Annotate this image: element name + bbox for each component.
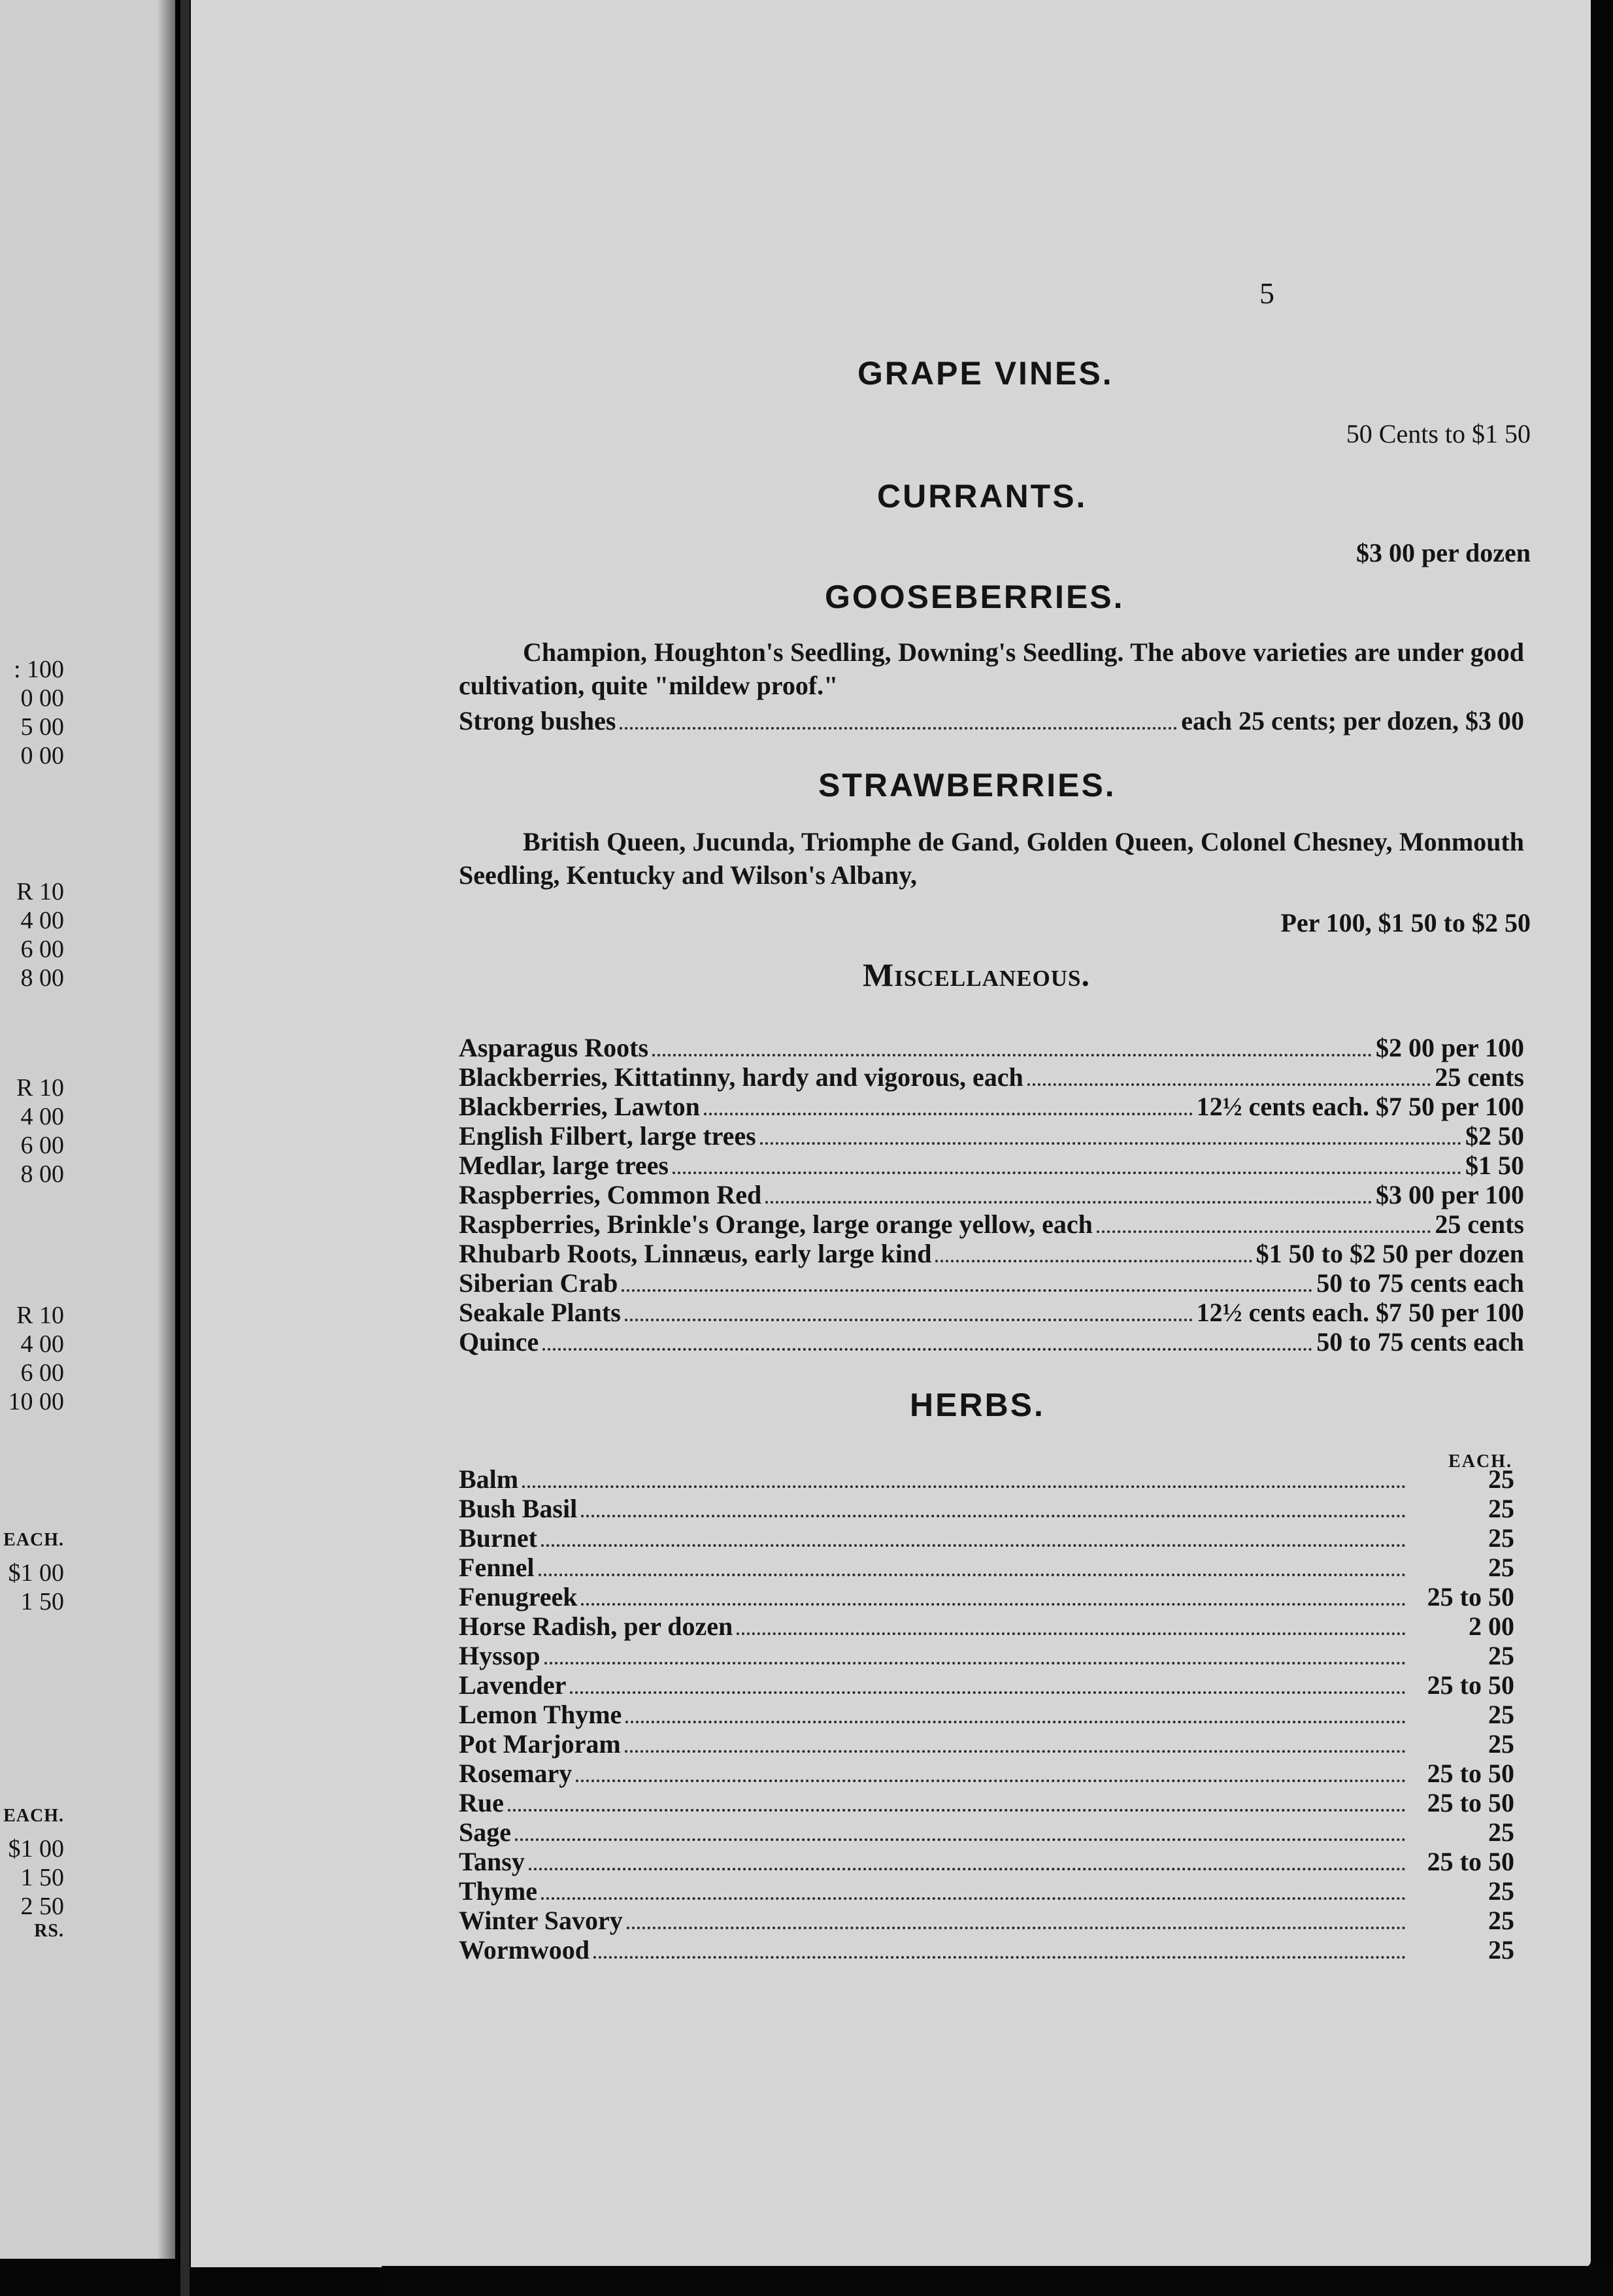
catalog-page — [191, 0, 1591, 2267]
item-label: Lavender — [459, 1670, 567, 1700]
price-row — [459, 1180, 1524, 1209]
item-label: English Filbert, large trees — [459, 1121, 756, 1151]
item-label: Raspberries, Brinkle's Orange, large orange yellow, each — [459, 1209, 1093, 1239]
margin-fragment: 6 00 — [20, 1359, 64, 1387]
item-label: Burnet — [459, 1523, 537, 1553]
dot-leader — [515, 1838, 1406, 1841]
scan-border — [382, 2266, 1613, 2296]
herbs-column-header: EACH. — [1448, 1451, 1512, 1472]
item-price: 25 — [1488, 1523, 1514, 1553]
price-row — [459, 1239, 1524, 1268]
dot-leader — [620, 727, 1177, 730]
item-price: 50 to 75 cents each — [1316, 1327, 1524, 1357]
margin-fragment: 0 00 — [20, 742, 64, 769]
item-price: $3 00 per 100 — [1375, 1180, 1524, 1209]
item-price: 25 to 50 — [1427, 1759, 1514, 1788]
item-label: Medlar, large trees — [459, 1151, 669, 1180]
item-price: $2 00 per 100 — [1375, 1033, 1524, 1062]
item-price: each 25 cents; per dozen, $3 00 — [1181, 706, 1524, 735]
item-label: Blackberries, Lawton — [459, 1092, 700, 1121]
price-row — [459, 1298, 1524, 1327]
item-price: 25 — [1488, 1876, 1514, 1906]
dot-leader — [544, 1662, 1406, 1664]
price-row — [459, 1759, 1514, 1788]
section-title-grape-vines: GRAPE VINES. — [857, 355, 1114, 392]
price-row — [459, 706, 1524, 735]
margin-fragment-group-4 — [0, 1301, 64, 1416]
item-price: $1 50 — [1465, 1151, 1524, 1180]
dot-leader — [625, 1319, 1193, 1321]
item-label: Pot Marjoram — [459, 1729, 621, 1759]
dot-leader — [1097, 1230, 1431, 1233]
price-row — [459, 1268, 1524, 1298]
price-row — [459, 1700, 1514, 1729]
margin-fragment: RS. — [34, 1921, 64, 1941]
dot-leader — [760, 1142, 1461, 1145]
price-row — [459, 1847, 1514, 1876]
price-row — [459, 1327, 1524, 1357]
margin-fragment: R 10 — [16, 1302, 64, 1329]
item-label: Hyssop — [459, 1641, 540, 1670]
item-label: Sage — [459, 1817, 511, 1847]
margin-fragment-group-3 — [0, 1073, 64, 1189]
dot-leader — [541, 1897, 1406, 1900]
item-price: 25 to 50 — [1427, 1582, 1514, 1612]
item-price: 25 — [1488, 1641, 1514, 1670]
margin-fragment: 8 00 — [20, 1160, 64, 1188]
dot-leader — [570, 1691, 1406, 1694]
price-row — [459, 1209, 1524, 1239]
item-price: 25 — [1488, 1464, 1514, 1494]
margin-fragment: R 10 — [16, 1074, 64, 1102]
item-label: Fenugreek — [459, 1582, 578, 1612]
price-row — [459, 1523, 1514, 1553]
binding-shadow — [157, 0, 196, 2262]
item-label: Rhubarb Roots, Linnæus, early large kind — [459, 1239, 932, 1268]
margin-fragment: 6 00 — [20, 1132, 64, 1159]
item-price: 25 — [1488, 1817, 1514, 1847]
margin-fragment: 4 00 — [20, 1103, 64, 1130]
section-title-miscellaneous: Miscellaneous. — [863, 956, 1090, 993]
margin-fragment: 2 50 — [20, 1893, 64, 1920]
item-price: 25 — [1488, 1494, 1514, 1523]
item-label: Lemon Thyme — [459, 1700, 622, 1729]
binding-gutter — [180, 0, 190, 2296]
price-row — [459, 1817, 1514, 1847]
margin-fragment: EACH. — [3, 1530, 64, 1550]
item-label: Tansy — [459, 1847, 525, 1876]
dot-leader — [581, 1603, 1406, 1606]
dot-leader — [652, 1054, 1372, 1056]
margin-fragment-group-2 — [0, 877, 64, 992]
price-row — [459, 1641, 1514, 1670]
dot-leader — [704, 1113, 1193, 1115]
price-row — [459, 1553, 1514, 1582]
dot-leader — [522, 1485, 1406, 1488]
price-row — [459, 1612, 1514, 1641]
margin-fragment-group-6 — [0, 1806, 64, 1950]
dot-leader — [737, 1632, 1406, 1635]
price-row — [459, 1062, 1524, 1092]
item-label: Seakale Plants — [459, 1298, 621, 1327]
gooseberries-description: Champion, Houghton's Seedling, Downing's Seedling. The above varieties are under good cultivation, quite "mildew proof." — [459, 637, 1524, 701]
item-label: Fennel — [459, 1553, 535, 1582]
item-price: 12½ cents each. $7 50 per 100 — [1196, 1092, 1524, 1121]
item-price: 25 to 50 — [1427, 1847, 1514, 1876]
item-price: 12½ cents each. $7 50 per 100 — [1196, 1298, 1524, 1327]
strawberries-description: British Queen, Jucunda, Triomphe de Gand, Golden Queen, Colonel Chesney, Monmouth Seedling, Kentucky and Wilson's Albany, — [459, 827, 1524, 890]
margin-fragment-group-1 — [0, 655, 64, 770]
strawberries-price: Per 100, $1 50 to $2 50 — [1280, 908, 1531, 937]
currants-price: $3 00 per dozen — [1355, 538, 1531, 567]
margin-fragment: 5 00 — [20, 713, 64, 741]
section-title-herbs: HERBS. — [910, 1387, 1045, 1423]
dot-leader — [1027, 1083, 1431, 1086]
price-row — [459, 1729, 1514, 1759]
item-label: Rue — [459, 1788, 504, 1817]
item-price: $2 50 — [1465, 1121, 1524, 1151]
price-row — [459, 1464, 1514, 1494]
margin-fragment: 6 00 — [20, 936, 64, 963]
dot-leader — [581, 1515, 1406, 1517]
item-label: Thyme — [459, 1876, 537, 1906]
dot-leader — [541, 1544, 1406, 1547]
price-row — [459, 1935, 1514, 1965]
price-row — [459, 1788, 1514, 1817]
item-label: Siberian Crab — [459, 1268, 618, 1298]
item-price: 50 to 75 cents each — [1316, 1268, 1524, 1298]
margin-fragment: 10 00 — [8, 1388, 64, 1415]
item-label: Asparagus Roots — [459, 1033, 649, 1062]
item-price: 25 — [1488, 1553, 1514, 1582]
item-label: Wormwood — [459, 1935, 590, 1965]
margin-fragment: 4 00 — [20, 907, 64, 934]
item-price: 25 cents — [1435, 1062, 1524, 1092]
item-label: Balm — [459, 1464, 519, 1494]
margin-fragment: $1 00 — [8, 1835, 64, 1863]
margin-fragment: R 10 — [16, 878, 64, 905]
item-price: 25 cents — [1435, 1209, 1524, 1239]
item-price: 25 to 50 — [1427, 1670, 1514, 1700]
margin-fragment: : 100 — [13, 656, 64, 683]
dot-leader — [622, 1289, 1312, 1292]
item-price: 25 — [1488, 1700, 1514, 1729]
item-price: 25 — [1488, 1906, 1514, 1935]
facing-page-fragment — [0, 0, 175, 2259]
item-label: Bush Basil — [459, 1494, 578, 1523]
gooseberries-item — [459, 706, 1524, 735]
item-label: Rosemary — [459, 1759, 573, 1788]
item-label: Winter Savory — [459, 1906, 623, 1935]
dot-leader — [765, 1201, 1372, 1204]
dot-leader — [625, 1750, 1406, 1753]
herbs-list — [459, 1464, 1514, 1965]
price-row — [459, 1151, 1524, 1180]
dot-leader — [593, 1956, 1406, 1959]
item-price: 2 00 — [1469, 1612, 1514, 1641]
section-title-strawberries: STRAWBERRIES. — [818, 767, 1116, 803]
item-price: 25 to 50 — [1427, 1788, 1514, 1817]
margin-fragment: 4 00 — [20, 1330, 64, 1358]
item-label: Quince — [459, 1327, 539, 1357]
price-row — [459, 1670, 1514, 1700]
item-price: $1 50 to $2 50 per dozen — [1255, 1239, 1524, 1268]
margin-fragment: 0 00 — [20, 684, 64, 712]
page-number: 5 — [1259, 277, 1274, 310]
price-row — [459, 1494, 1514, 1523]
item-label: Blackberries, Kittatinny, hardy and vigorous, each — [459, 1062, 1023, 1092]
dot-leader — [673, 1172, 1461, 1174]
dot-leader — [935, 1260, 1252, 1262]
margin-fragment: $1 00 — [8, 1559, 64, 1587]
margin-fragment: 1 50 — [20, 1864, 64, 1891]
dot-leader — [627, 1927, 1406, 1929]
dot-leader — [508, 1809, 1406, 1812]
miscellaneous-list — [459, 1033, 1524, 1357]
item-label: Raspberries, Common Red — [459, 1180, 762, 1209]
item-price: 25 — [1488, 1935, 1514, 1965]
dot-leader — [625, 1721, 1406, 1723]
section-title-currants: CURRANTS. — [877, 478, 1088, 515]
price-row — [459, 1092, 1524, 1121]
dot-leader — [529, 1868, 1406, 1870]
dot-leader — [539, 1574, 1406, 1576]
margin-fragment: 8 00 — [20, 964, 64, 992]
margin-fragment: EACH. — [3, 1806, 64, 1826]
margin-fragment: 1 50 — [20, 1588, 64, 1615]
price-row — [459, 1033, 1524, 1062]
grape-vines-price: 50 Cents to $1 50 — [1346, 419, 1531, 448]
item-price: 25 — [1488, 1729, 1514, 1759]
price-row — [459, 1906, 1514, 1935]
dot-leader — [576, 1780, 1406, 1782]
section-title-gooseberries: GOOSEBERRIES. — [825, 579, 1125, 615]
margin-fragment-group-5 — [0, 1530, 64, 1616]
price-row — [459, 1582, 1514, 1612]
item-label: Strong bushes — [459, 706, 616, 735]
price-row — [459, 1121, 1524, 1151]
dot-leader — [542, 1348, 1312, 1351]
price-row — [459, 1876, 1514, 1906]
item-label: Horse Radish, per dozen — [459, 1612, 733, 1641]
